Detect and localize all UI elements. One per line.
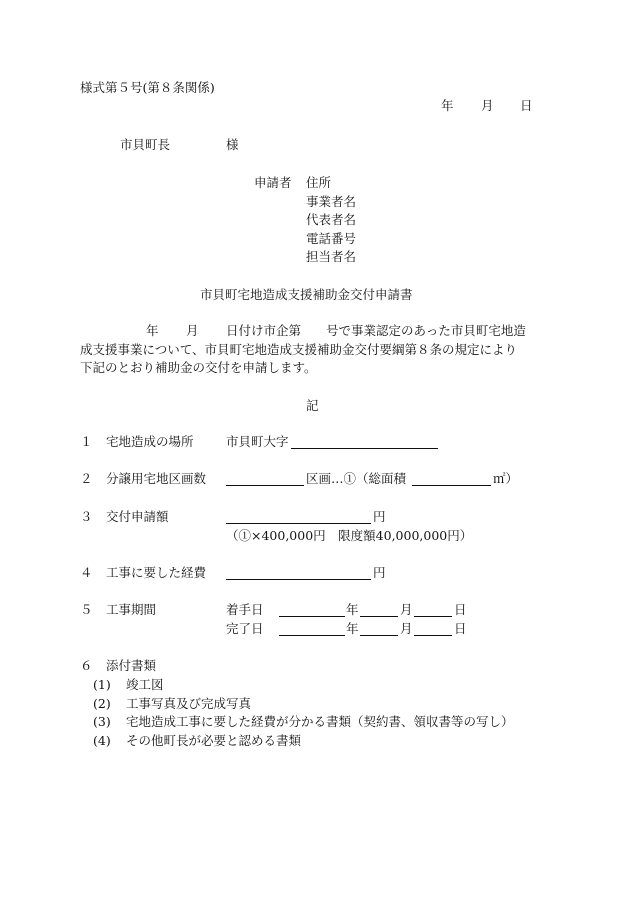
body-line3: 下記のとおり補助金の交付を申請します。: [80, 360, 317, 375]
item3-note: （①×400,000円 限度額40,000,000円）: [226, 528, 473, 543]
applicant-label: 申請者: [254, 175, 292, 190]
item6-number: ６: [80, 658, 93, 673]
item5-end-month-blank[interactable]: [360, 622, 398, 636]
document-title: 市貝町宅地造成支援補助金交付申請書: [200, 287, 413, 302]
attachment-3-text: 宅地造成工事に要した経費が分かる書類（契約書、領収書等の写し）: [126, 714, 514, 729]
attachment-4-number: (4): [93, 733, 111, 748]
item6-label: 添付書類: [106, 658, 157, 673]
applicant-field-business: 事業者名: [306, 194, 357, 209]
body-month-label: 月: [186, 323, 199, 338]
item5-start-day-label: 日: [454, 602, 467, 617]
attachment-2-text: 工事写真及び完成写真: [126, 696, 252, 711]
item1-value-prefix: 市貝町大字: [226, 434, 289, 449]
body-line1-text: 日付け市企第 号で事業認定のあった市貝町宅地造: [226, 323, 526, 338]
item5-end-label: 完了日: [226, 621, 264, 636]
item5-end-month-label: 月: [400, 621, 413, 636]
item5-end-day-blank[interactable]: [414, 622, 452, 636]
addressee-name: 市貝町長: [120, 137, 171, 152]
item2-unit-area: ㎡）: [493, 471, 519, 486]
attachment-1-text: 竣工図: [126, 677, 164, 692]
item4-label: 工事に要した経費: [106, 565, 207, 580]
item5-end-day-label: 日: [454, 621, 467, 636]
item3-number: ３: [80, 509, 93, 524]
item2-unit-lots: 区画…①（総面積: [306, 471, 407, 486]
attachment-2-number: (2): [93, 696, 111, 711]
item5-start-month-label: 月: [400, 602, 413, 617]
item4-unit: 円: [373, 565, 386, 580]
body-year-label: 年: [146, 323, 159, 338]
attachment-4-text: その他町長が必要と認める書類: [126, 733, 302, 748]
item3-amount-blank[interactable]: [226, 510, 371, 524]
date-day-label: 日: [520, 98, 533, 113]
item4-cost-blank[interactable]: [226, 566, 371, 580]
ki-heading: 記: [306, 398, 319, 413]
date-month-label: 月: [481, 98, 494, 113]
item5-label: 工事期間: [106, 602, 157, 617]
item1-number: １: [80, 434, 93, 449]
item5-start-year-label: 年: [346, 602, 359, 617]
item3-label: 交付申請額: [106, 509, 169, 524]
item2-lots-blank[interactable]: [226, 472, 304, 486]
attachment-1-number: (1): [93, 677, 111, 692]
addressee-honorific: 様: [226, 137, 239, 152]
item2-area-blank[interactable]: [412, 472, 491, 486]
item5-start-label: 着手日: [226, 602, 264, 617]
item3-unit: 円: [373, 509, 386, 524]
item5-start-year-blank[interactable]: [279, 603, 345, 617]
item1-location-blank[interactable]: [291, 435, 438, 449]
item5-start-month-blank[interactable]: [360, 603, 398, 617]
item5-number: ５: [80, 602, 93, 617]
item2-label: 分譲用宅地区画数: [106, 471, 207, 486]
form-number: 様式第５号(第８条関係): [80, 80, 215, 95]
body-line2: 成支援事業について、市貝町宅地造成支援補助金交付要綱第８条の規定により: [80, 342, 518, 357]
item2-number: ２: [80, 471, 93, 486]
item1-label: 宅地造成の場所: [106, 434, 194, 449]
date-year-label: 年: [441, 98, 454, 113]
applicant-field-phone: 電話番号: [306, 231, 357, 246]
applicant-field-representative: 代表者名: [306, 212, 357, 227]
item5-end-year-label: 年: [346, 621, 359, 636]
applicant-field-address: 住所: [306, 175, 332, 190]
item5-end-year-blank[interactable]: [279, 622, 345, 636]
item4-number: ４: [80, 565, 93, 580]
item5-start-day-blank[interactable]: [414, 603, 452, 617]
attachment-3-number: (3): [93, 714, 111, 729]
applicant-field-contact: 担当者名: [306, 249, 357, 264]
